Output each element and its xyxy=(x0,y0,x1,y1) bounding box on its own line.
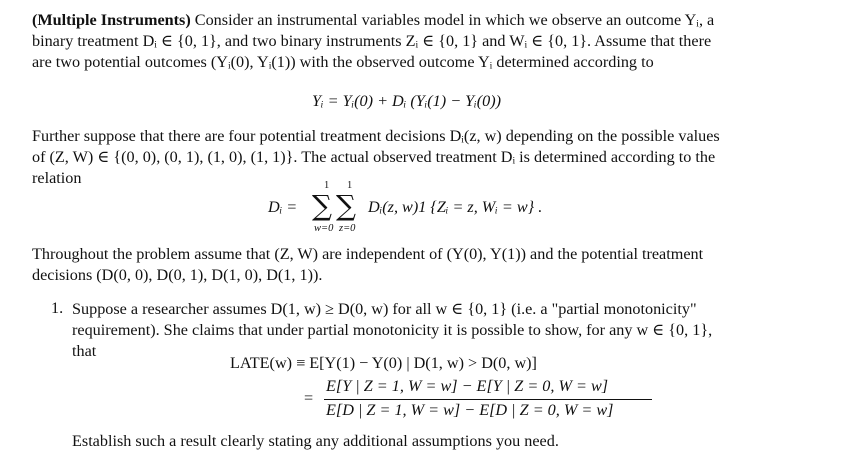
intro-line-1 xyxy=(32,10,812,31)
wald-numerator: E[Y | Z = 1, W = w] − E[Y | Z = 0, W = w] xyxy=(326,377,609,395)
treatment-paragraph xyxy=(32,126,812,189)
intro-line-2: binary treatment Dᵢ ∈ {0, 1}, and two binary instruments Zᵢ ∈ {0, 1} and Wᵢ ∈ {0, 1}. Assume that there xyxy=(32,32,712,50)
treatment-line-3: relation xyxy=(32,169,82,187)
fraction-bar xyxy=(324,399,652,400)
item-number: 1. xyxy=(51,299,64,317)
eq2-body: Dᵢ(z, w)1 {Zᵢ = z, Wᵢ = w} . xyxy=(368,198,543,216)
intro-paragraph xyxy=(32,10,812,73)
item-line-2: requirement). She claims that under partial monotonicity it is possible to show, for any w ∈ {0, 1}, xyxy=(72,321,713,339)
problem-title: (Multiple Instruments) xyxy=(32,11,191,29)
independence-line-2: decisions (D(0, 0), D(0, 1), D(1, 0), D(1, 1)). xyxy=(32,266,323,284)
late-equals-sign: = xyxy=(304,389,314,407)
sum-symbol-1: ∑ xyxy=(312,189,332,222)
late-definition: LATE(w) ≡ E[Y(1) − Y(0) | D(1, w) > D(0, w)] xyxy=(230,354,537,372)
sum-lower-1: w=0 xyxy=(314,223,334,234)
sum-upper-1: 1 xyxy=(324,180,330,191)
intro-line-3: are two potential outcomes (Yᵢ(0), Yᵢ(1)) with the observed outcome Yᵢ determined according to xyxy=(32,53,654,71)
wald-denominator: E[D | Z = 1, W = w] − E[D | Z = 0, W = w] xyxy=(326,401,614,419)
item-paragraph xyxy=(72,299,812,362)
independence-paragraph xyxy=(32,244,812,286)
outcome-equation: Yᵢ = Yᵢ(0) + Dᵢ (Yᵢ(1) − Yᵢ(0)) xyxy=(312,92,502,110)
sum-symbol-2: ∑ xyxy=(336,189,356,222)
treatment-line-2: of (Z, W) ∈ {(0, 0), (0, 1), (1, 0), (1, 1)}. The actual observed treatment Dᵢ is determined according to the xyxy=(32,148,716,166)
closing-instruction xyxy=(72,431,812,452)
eq2-lhs: Dᵢ = xyxy=(268,198,298,216)
sum-lower-2: z=0 xyxy=(339,223,356,234)
item-line-1: Suppose a researcher assumes D(1, w) ≥ D(0, w) for all w ∈ {0, 1} (i.e. a "partial monotonicity" xyxy=(72,300,697,318)
treatment-line-1: Further suppose that there are four potential treatment decisions Dᵢ(z, w) depending on the possible values xyxy=(32,127,720,145)
sum-upper-2: 1 xyxy=(347,180,353,191)
closing-line: Establish such a result clearly stating any additional assumptions you need. xyxy=(72,432,559,450)
independence-line-1: Throughout the problem assume that (Z, W) are independent of (Y(0), Y(1)) and the potential treatment xyxy=(32,245,704,263)
intro-text-1: Consider an instrumental variables model in which we observe an outcome Yᵢ, a xyxy=(190,11,715,29)
item-line-3: that xyxy=(72,342,97,360)
